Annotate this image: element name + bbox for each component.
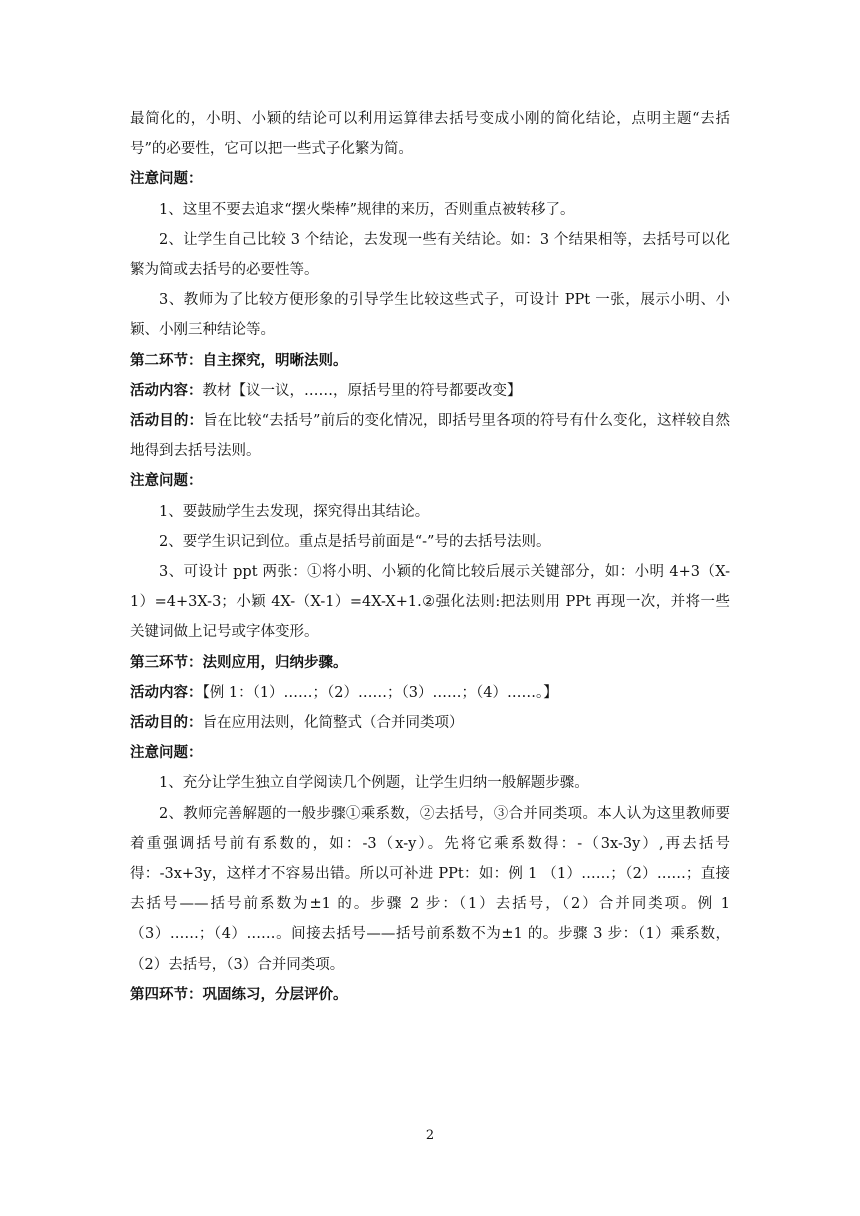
- s3-goal-text: 旨在应用法则，化简整式（合并同类项）: [202, 715, 464, 732]
- s2-content-paragraph: [130, 376, 730, 406]
- section-4-heading: 第四环节：巩固练习，分层评价。: [130, 985, 348, 1003]
- intro-paragraph: 最简化的，小明、小颖的结论可以利用运算律去括号变成小刚的简化结论，点明主题“去括号”的必要性，它可以把一些式子化繁为简。: [130, 111, 730, 158]
- s3-item-1: 1、充分让学生独立自学阅读几个例题，让学生归纳一般解题步骤。: [159, 775, 589, 792]
- s2-goal-text: 旨在比较“去括号”前后的变化情况，即括号里各项的符号有什么变化，这样较自然地得到去括号法则。: [130, 413, 731, 460]
- page-number: 2: [425, 1128, 435, 1143]
- s3-content-text: 【例 1：（1）……；（2）……；（3）……；（4）……。】: [202, 684, 558, 701]
- s2-attention-label: 注意问题：: [130, 472, 203, 490]
- s2-goal-label: 活动目的：: [130, 412, 204, 430]
- document-body: [130, 104, 730, 1010]
- s2-item-3: 3、可设计 ppt 两张：①将小明、小颖的化简比较后展示关键部分，如：小明 4+3（X-1）=4+3X-3；小颖 4X-（X-1）=4X-X+1.②强化法则:把法则用 PPt 再现一次，并将一些关键词做上记号或字体变形。: [130, 564, 730, 641]
- s3-content-paragraph: [130, 678, 730, 708]
- s2-item-2: 2、要学生识记到位。重点是括号前面是“-”号的去括号法则。: [159, 533, 551, 550]
- s3-item-2: 2、教师完善解题的一般步骤①乘系数，②去括号，③合并同类项。本人认为这里教师要着重强调括号前有系数的，如：-3（x-y）。先将它乘系数得：-（3x-3y）,再去括号得：-3x+3y，这样才不容易出错。所以可补进 PPt：如：例 1 （1）……；（2）……；直接去括号——括号前系数为±1 的。步骤 2 步：（1）去括号，（2）合并同类项。例 1（3）……；（4）……。间接去括号——括号前系数不为±1 的。步骤 3 步：（1）乘系数，（2）去括号，（3）合并同类项。: [130, 805, 730, 973]
- s3-content-label: 活动内容：: [130, 683, 203, 701]
- s1-attention-label: 注意问题：: [130, 170, 203, 188]
- s3-attention-label: 注意问题：: [130, 744, 203, 762]
- s1-item-3: 3、教师为了比较方便形象的引导学生比较这些式子，可设计 PPt 一张，展示小明、小颖、小刚三种结论等。: [130, 292, 730, 339]
- s2-goal-paragraph: [130, 406, 730, 466]
- s1-item-1: 1、这里不要去追求“摆火柴棒”规律的来历，否则重点被转移了。: [159, 201, 575, 218]
- section-2-heading: 第二环节：自主探究，明晰法则。: [130, 351, 348, 369]
- s2-content-label: 活动内容：: [130, 381, 203, 399]
- section-3-heading: 第三环节：法则应用，归纳步骤。: [130, 653, 348, 671]
- s3-goal-paragraph: [130, 708, 730, 738]
- s1-item-2: 2、让学生自己比较 3 个结论，去发现一些有关结论。如：3 个结果相等，去括号可以化繁为简或去括号的必要性等。: [130, 231, 730, 279]
- s2-item-1: 1、要鼓励学生去发现，探究得出其结论。: [159, 503, 430, 520]
- s2-content-text: 教材【议一议，……，原括号里的符号都要改变】: [202, 382, 522, 399]
- s3-goal-label: 活动目的：: [130, 714, 203, 732]
